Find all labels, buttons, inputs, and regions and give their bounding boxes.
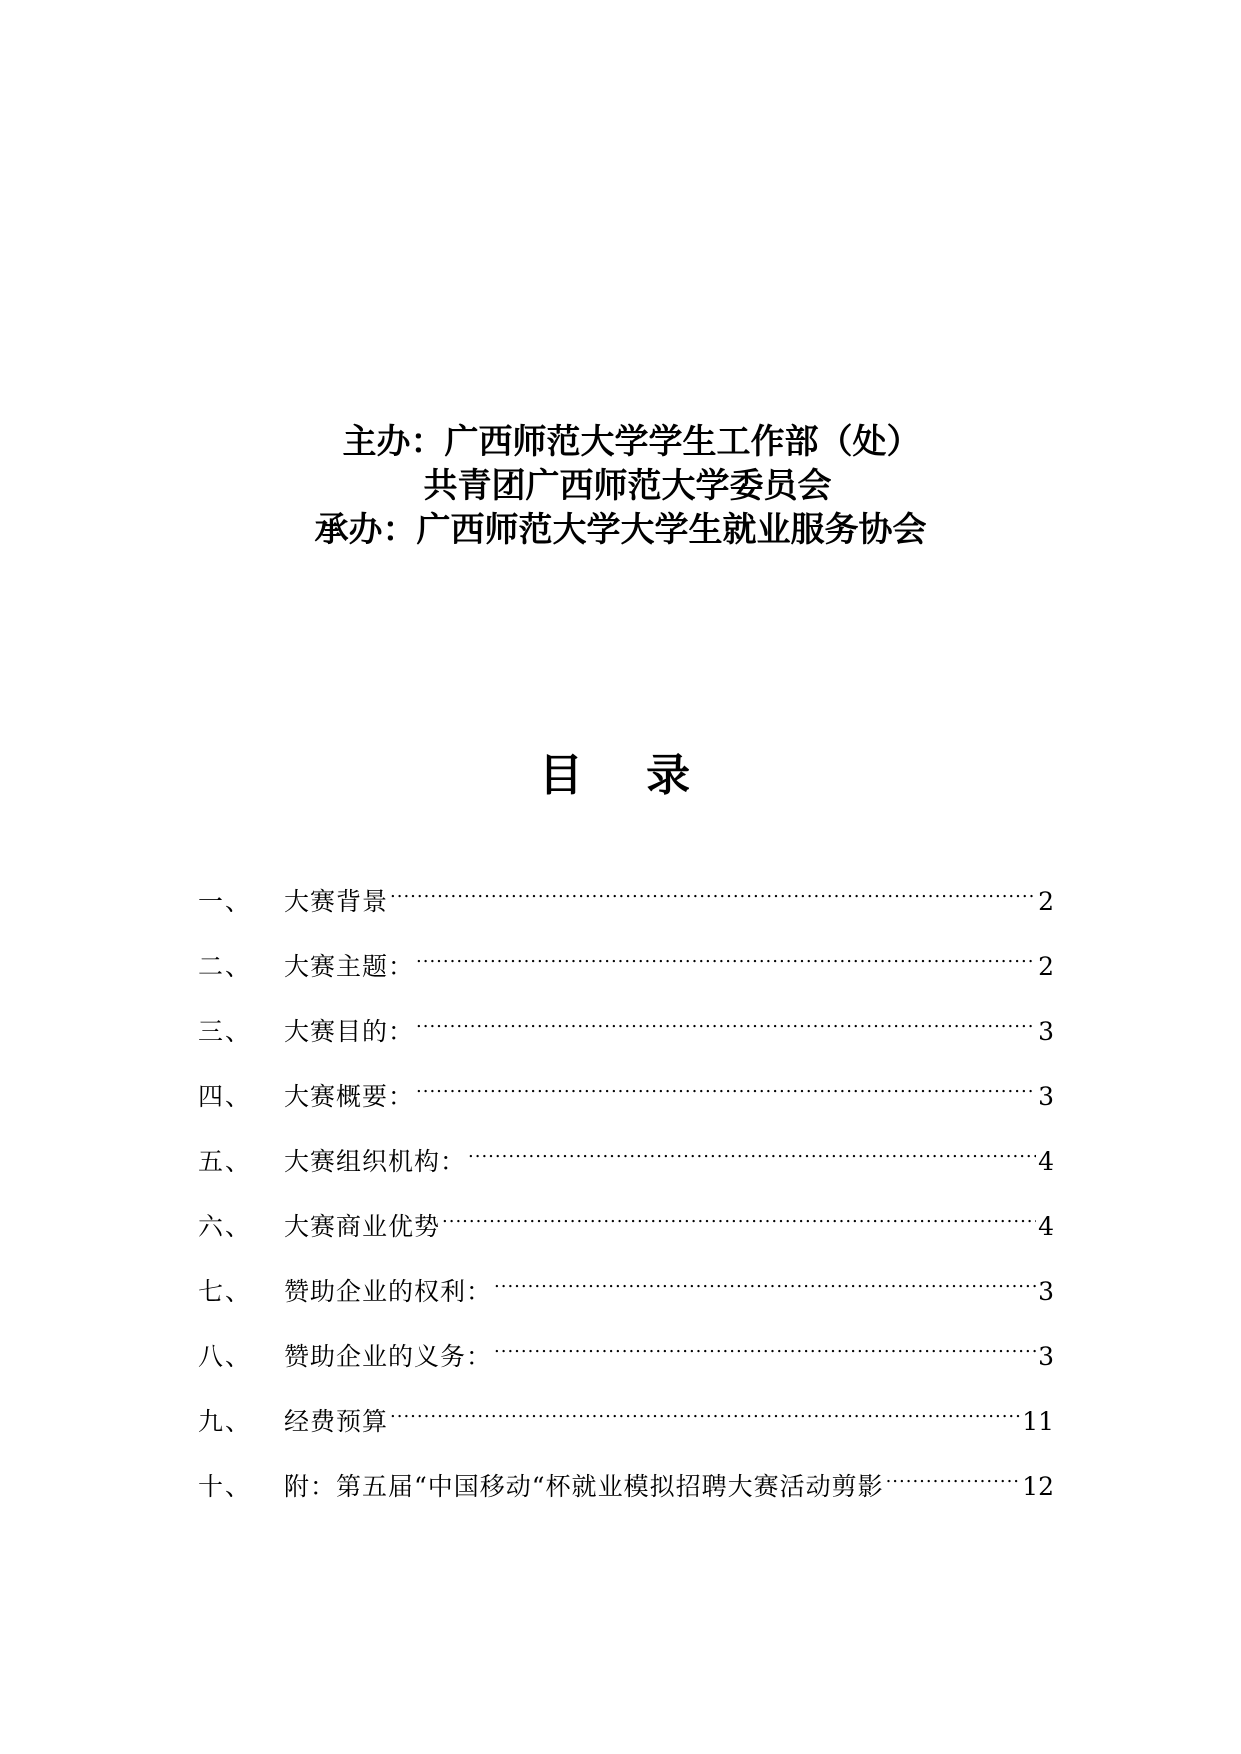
toc-entry[interactable] [198, 943, 1054, 1008]
organizers-block [0, 420, 1241, 552]
toc-entry-title: 大赛商业优势 [284, 1212, 441, 1241]
toc-entry-page: 3 [1038, 1082, 1054, 1111]
toc-entry[interactable] [198, 1073, 1054, 1138]
toc-dot-leader [416, 1073, 1036, 1105]
table-of-contents [198, 878, 1054, 1528]
toc-entry-title: 大赛背景 [284, 887, 389, 916]
organizer-cohost: 共青团广西师范大学委员会 [423, 466, 832, 506]
toc-entry-title: 大赛主题： [284, 952, 415, 981]
toc-entry-title: 大赛概要： [284, 1082, 415, 1111]
toc-dot-leader [468, 1138, 1036, 1170]
toc-entry-number: 八、 [198, 1342, 253, 1371]
toc-entry-page: 4 [1038, 1212, 1054, 1241]
toc-dot-leader [390, 1398, 1020, 1430]
toc-entry-page: 2 [1038, 952, 1054, 981]
toc-entry-page: 3 [1038, 1017, 1054, 1046]
toc-entry-number: 四、 [198, 1082, 253, 1111]
toc-entry-title: 赞助企业的义务： [284, 1342, 493, 1371]
toc-entry-number: 十、 [198, 1472, 253, 1501]
toc-dot-leader [494, 1268, 1036, 1300]
toc-dot-leader [416, 943, 1036, 975]
toc-entry[interactable] [198, 1333, 1054, 1398]
toc-entry-page: 4 [1038, 1147, 1054, 1176]
organizer-undertaker: 承办：广西师范大学大学生就业服务协会 [314, 510, 927, 550]
toc-entry-number: 六、 [198, 1212, 253, 1241]
toc-entry[interactable] [198, 1203, 1054, 1268]
toc-dot-leader [442, 1203, 1036, 1235]
toc-entry[interactable] [198, 1008, 1054, 1073]
toc-entry-page: 3 [1038, 1342, 1054, 1371]
organizer-host: 主办：广西师范大学学生工作部（处） [342, 422, 921, 462]
toc-entry-page: 11 [1022, 1407, 1054, 1436]
toc-entry-number: 三、 [198, 1017, 253, 1046]
toc-dot-leader [416, 1008, 1036, 1040]
toc-entry-number: 一、 [198, 887, 253, 916]
toc-entry-title: 赞助企业的权利： [284, 1277, 493, 1306]
toc-entry-title: 大赛目的： [284, 1017, 415, 1046]
toc-title: 目 录 [538, 750, 715, 801]
toc-entry-number: 二、 [198, 952, 253, 981]
toc-entry-title: 经费预算 [284, 1407, 389, 1436]
toc-entry[interactable] [198, 1398, 1054, 1463]
toc-entry-number: 七、 [198, 1277, 253, 1306]
toc-entry[interactable] [198, 1268, 1054, 1333]
toc-entry-page: 3 [1038, 1277, 1054, 1306]
toc-entry-title: 附：第五届“中国移动“杯就业模拟招聘大赛活动剪影 [284, 1472, 884, 1501]
toc-dot-leader [886, 1463, 1021, 1495]
toc-entry[interactable] [198, 1463, 1054, 1528]
toc-entry[interactable] [198, 1138, 1054, 1203]
toc-entry-number: 五、 [198, 1147, 253, 1176]
toc-dot-leader [390, 878, 1036, 910]
toc-entry[interactable] [198, 878, 1054, 943]
toc-entry-page: 2 [1038, 887, 1054, 916]
toc-entry-title: 大赛组织机构： [284, 1147, 467, 1176]
toc-dot-leader [494, 1333, 1036, 1365]
toc-entry-number: 九、 [198, 1407, 253, 1436]
toc-entry-page: 12 [1022, 1472, 1054, 1501]
